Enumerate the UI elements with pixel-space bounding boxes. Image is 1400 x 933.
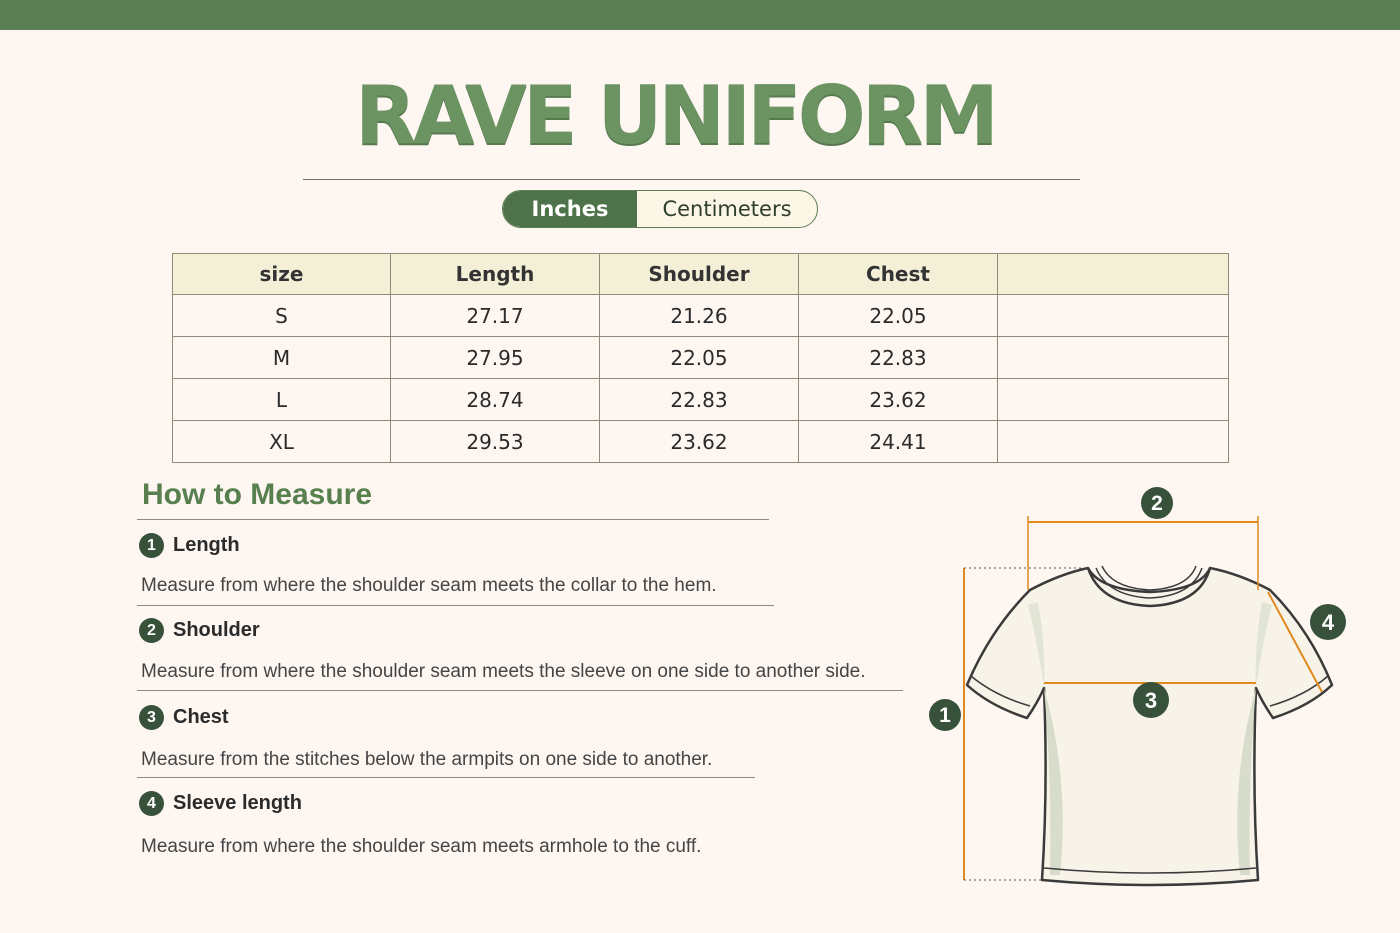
header-length: Length (391, 254, 600, 295)
cell-shoulder: 23.62 (600, 421, 799, 463)
number-2-badge: 2 (139, 618, 164, 643)
top-banner (0, 0, 1400, 30)
inches-button[interactable]: Inches (503, 191, 637, 227)
tshirt-diagram (920, 480, 1360, 900)
step-divider (137, 777, 755, 778)
cell-shoulder: 22.05 (600, 337, 799, 379)
cell-shoulder: 21.26 (600, 295, 799, 337)
table-row (173, 295, 1229, 337)
cell-chest: 24.41 (799, 421, 998, 463)
svg-text:1: 1 (939, 704, 951, 727)
cell-length: 29.53 (391, 421, 600, 463)
table-header-row (173, 254, 1229, 295)
cell-chest: 22.83 (799, 337, 998, 379)
header-size: size (173, 254, 391, 295)
cell-empty (998, 379, 1229, 421)
cell-size: XL (173, 421, 391, 463)
number-3-badge: 3 (139, 705, 164, 730)
page-title: RAVE UNIFORM (354, 69, 996, 162)
step-chest-heading (139, 705, 229, 730)
size-chart-table (172, 253, 1229, 463)
cell-shoulder: 22.83 (600, 379, 799, 421)
step-divider (137, 605, 774, 606)
step-label: Length (173, 534, 240, 556)
how-to-measure-heading: How to Measure (142, 478, 373, 511)
step-sleeve-heading (139, 791, 302, 816)
header-chest: Chest (799, 254, 998, 295)
cell-length: 28.74 (391, 379, 600, 421)
cell-length: 27.17 (391, 295, 600, 337)
marker-4 (1310, 604, 1346, 640)
tshirt-body-icon (967, 568, 1332, 885)
svg-text:3: 3 (1144, 688, 1158, 713)
step-description: Measure from the stitches below the armpits on one side to another. (141, 749, 713, 770)
centimeters-button[interactable]: Centimeters (662, 197, 792, 221)
table-row (173, 421, 1229, 463)
number-4-badge: 4 (139, 791, 164, 816)
cell-empty (998, 337, 1229, 379)
header-empty (998, 254, 1229, 295)
cell-length: 27.95 (391, 337, 600, 379)
cell-chest: 23.62 (799, 379, 998, 421)
cell-size: L (173, 379, 391, 421)
title-divider (303, 179, 1080, 180)
unit-toggle (502, 190, 818, 228)
step-label: Sleeve length (173, 792, 302, 814)
svg-text:2: 2 (1151, 492, 1163, 515)
cell-size: M (173, 337, 391, 379)
marker-1 (929, 699, 961, 731)
step-divider (137, 690, 903, 691)
cell-size: S (173, 295, 391, 337)
header-shoulder: Shoulder (600, 254, 799, 295)
section-divider (137, 519, 769, 520)
step-length-heading (139, 533, 240, 558)
step-label: Chest (173, 706, 229, 728)
cell-empty (998, 421, 1229, 463)
step-description: Measure from where the shoulder seam meets armhole to the cuff. (141, 836, 702, 857)
marker-3 (1133, 682, 1169, 718)
svg-text:4: 4 (1321, 610, 1335, 635)
table-row (173, 379, 1229, 421)
cell-chest: 22.05 (799, 295, 998, 337)
number-1-badge: 1 (139, 533, 164, 558)
step-description: Measure from where the shoulder seam meets the collar to the hem. (141, 575, 717, 596)
step-shoulder-heading (139, 618, 260, 643)
step-description: Measure from where the shoulder seam meets the sleeve on one side to another side. (141, 661, 866, 682)
table-row (173, 337, 1229, 379)
marker-2 (1141, 487, 1173, 519)
step-label: Shoulder (173, 619, 260, 641)
cell-empty (998, 295, 1229, 337)
